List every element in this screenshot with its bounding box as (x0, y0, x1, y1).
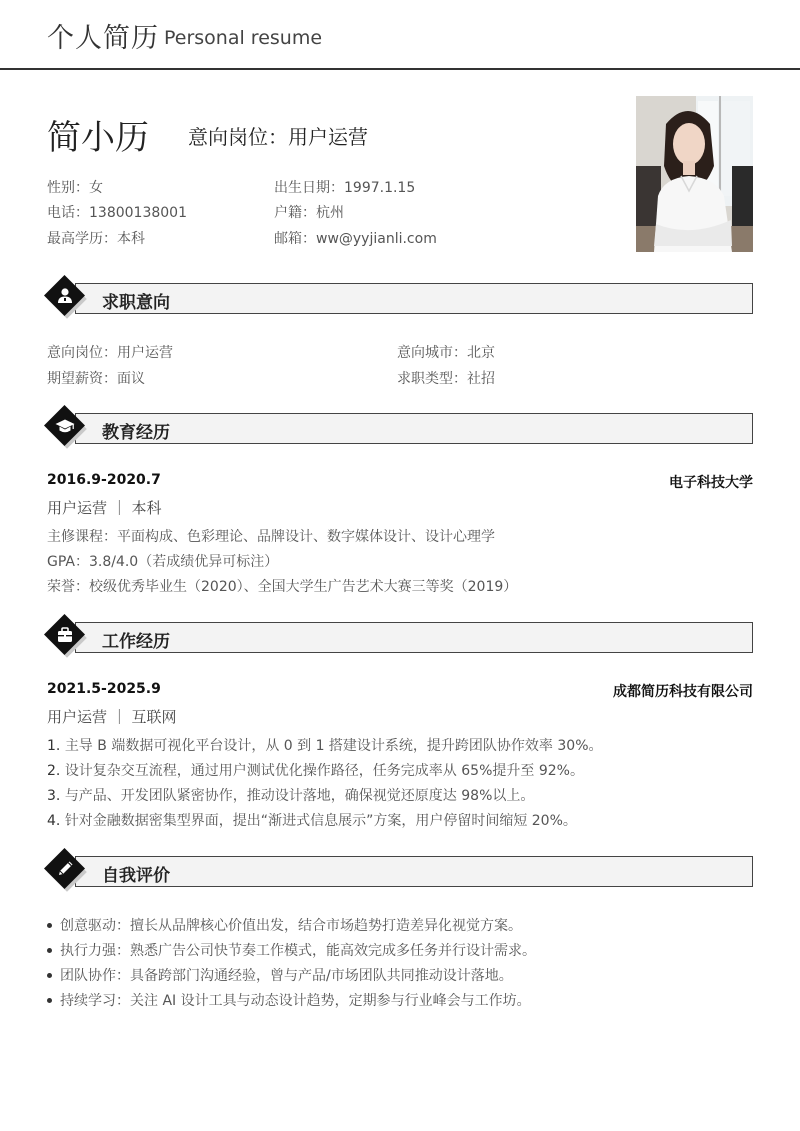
section-title: 教育经历 (102, 423, 170, 443)
person-icon (54, 285, 76, 307)
candidate-name: 简小历 (47, 118, 149, 158)
education-courses: 主修课程：平面构成、色彩理论、品牌设计、数字媒体设计、设计心理学 (47, 529, 495, 545)
gender-field: 性别：女 (47, 180, 103, 196)
section-bar (75, 856, 753, 887)
self-eval-item (47, 990, 531, 1010)
item-text: 主导 B 端数据可视化平台设计，从 0 到 1 搭建设计系统，提升跨团队协作效率 30%。 (64, 738, 603, 754)
section-title: 自我评价 (102, 866, 170, 886)
self-eval-item (47, 915, 522, 935)
item-number: 3. (47, 788, 61, 804)
item-number: 2. (47, 763, 61, 779)
item-text: 针对金融数据密集型界面，提出“渐进式信息展示”方案，用户停留时间缩短 20%。 (64, 813, 577, 829)
education-school: 电子科技大学 (669, 475, 753, 491)
job-intent-city: 意向城市：北京 (397, 345, 495, 361)
item-text: 持续学习：关注 AI 设计工具与动态设计趋势，定期参与行业峰会与工作坊。 (60, 993, 531, 1009)
briefcase-icon (54, 624, 76, 646)
page-title: 个人简历 (47, 23, 159, 54)
pen-icon (54, 858, 76, 880)
bullet-icon (47, 923, 52, 928)
item-text: 执行力强：熟悉广告公司快节奏工作模式，能高效完成多任务并行设计需求。 (60, 943, 536, 959)
phone-field: 电话：13800138001 (47, 205, 187, 221)
work-role: 用户运营 ｜ 互联网 (47, 708, 177, 726)
item-text: 设计复杂交互流程，通过用户测试优化操作路径，任务完成率从 65%提升至 92%。 (64, 763, 584, 779)
work-period: 2021.5-2025.9 (47, 681, 161, 697)
page-header (0, 0, 800, 70)
hometown-field: 户籍：杭州 (274, 205, 344, 221)
self-eval-item (47, 940, 536, 960)
page-subtitle: Personal resume (164, 27, 323, 49)
section-title: 求职意向 (102, 293, 170, 313)
birth-field: 出生日期：1997.1.15 (274, 180, 416, 196)
work-item (47, 735, 603, 755)
job-intent-position: 意向岗位：用户运营 (47, 345, 173, 361)
bullet-icon (47, 998, 52, 1003)
section-bar (75, 283, 753, 314)
section-job-intent (47, 277, 753, 321)
work-company: 成都简历科技有限公司 (613, 684, 753, 700)
email-field: 邮箱：ww@yyjianli.com (274, 231, 437, 247)
section-education (47, 407, 753, 451)
bullet-icon (47, 973, 52, 978)
section-title: 工作经历 (102, 632, 170, 652)
section-work (47, 616, 753, 660)
graduation-cap-icon (54, 415, 76, 437)
intent-position: 意向岗位：用户运营 (188, 125, 368, 149)
work-item (47, 810, 577, 830)
item-number: 1. (47, 738, 61, 754)
education-honors: 荣誉：校级优秀毕业生（2020）、全国大学生广告艺术大赛三等奖（2019） (47, 579, 518, 595)
work-item (47, 785, 534, 805)
profile-photo (636, 96, 753, 252)
item-number: 4. (47, 813, 61, 829)
education-period: 2016.9-2020.7 (47, 472, 161, 488)
item-text: 创意驱动：擅长从品牌核心价值出发，结合市场趋势打造差异化视觉方案。 (60, 918, 522, 934)
work-item (47, 760, 584, 780)
bullet-icon (47, 948, 52, 953)
section-bar (75, 413, 753, 444)
section-bar (75, 622, 753, 653)
education-level-field: 最高学历：本科 (47, 231, 145, 247)
education-gpa: GPA：3.8/4.0（若成绩优异可标注） (47, 554, 279, 570)
item-text: 团队协作：具备跨部门沟通经验，曾与产品/市场团队共同推动设计落地。 (60, 968, 513, 984)
education-major: 用户运营 ｜ 本科 (47, 499, 162, 517)
job-intent-type: 求职类型：社招 (397, 371, 495, 387)
section-self-evaluation (47, 850, 753, 894)
item-text: 与产品、开发团队紧密协作，推动设计落地，确保视觉还原度达 98%以上。 (64, 788, 535, 804)
job-intent-salary: 期望薪资：面议 (47, 371, 145, 387)
self-eval-item (47, 965, 513, 985)
